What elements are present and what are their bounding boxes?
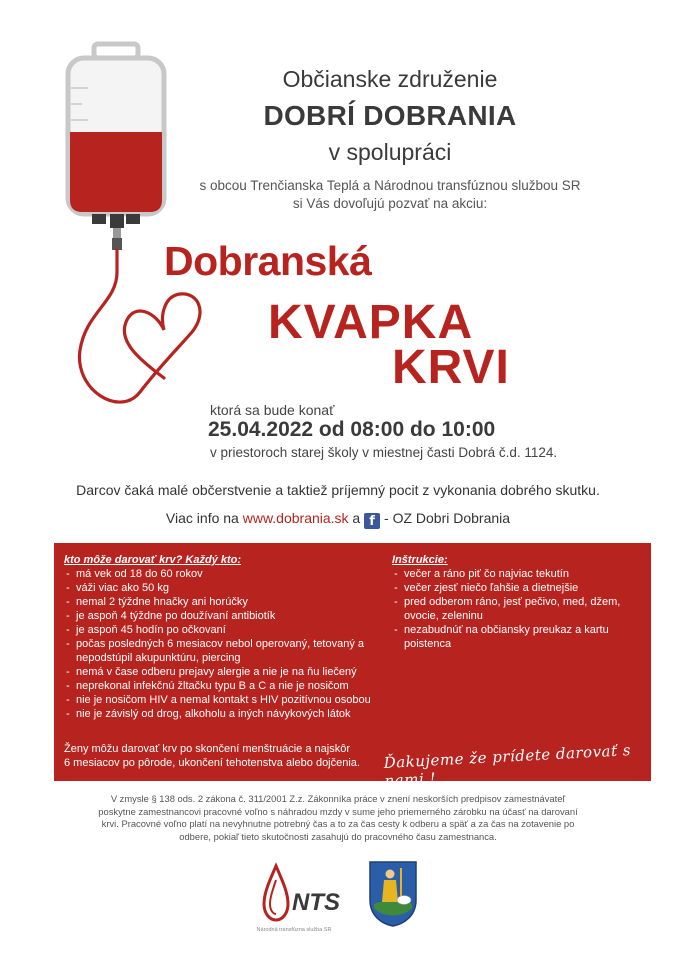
legal-note (90, 793, 586, 843)
lamb-icon (397, 896, 411, 905)
list-item: - je aspoň 45 hodín po očkovaní (64, 623, 384, 637)
drop-inner-icon (270, 880, 276, 914)
event-place: v priestoroch starej školy v miestnej časti Dobrá č.d. 1124. (210, 445, 558, 460)
facebook-icon[interactable]: f (364, 513, 380, 529)
invite-line-2: si Vás dovoľujú pozvať na akciu: (292, 196, 488, 211)
legal-line-1: V zmysle § 138 ods. 2 zákona č. 311/2001 Z.z. Zákonníka práce v znení neskorších predpisov zamestnávateľ (110, 793, 566, 804)
title-dobranska: Dobranská (164, 238, 372, 284)
list-item: - pred odberom ráno, jesť pečivo, med, džem, ovocie, zeleninu (392, 595, 642, 623)
invite-line-1: s obcou Trenčianska Teplá a Národnou transfúznou službou SR (199, 178, 581, 193)
more-info-middle: a (348, 510, 365, 526)
legal-line-3: krvi. Pracovné voľno platí na nevyhnutne potrebný čas a to za čas cesty k odberu a späť a za čas na zotavenie po (101, 818, 575, 829)
women-note-line-1: Ženy môžu darovať krv po skončení menštruácie a najskôr (64, 743, 350, 755)
thanks-signature: Ďakujeme že prídete darovať s nami ! (383, 741, 632, 790)
nts-logo-text: NTS (292, 889, 340, 916)
more-info-prefix: Viac info na (165, 510, 243, 526)
invite-text (180, 177, 600, 213)
list-item: - nie je nosičom HIV a nemal kontakt s HIV pozitívnou osobou (64, 693, 384, 707)
nts-caption: Národná transfúzna služba SR (256, 927, 332, 933)
title-krvi: KRVI (392, 341, 510, 394)
list-item: - neprekonal infekčnú žltačku typu B a C a nie je nosičom (64, 679, 384, 693)
event-intro: ktorá sa bude konať (210, 402, 335, 418)
org-name: DOBRÍ DOBRANIA (263, 100, 517, 131)
who-can-donate (64, 553, 384, 721)
info-panel (54, 543, 651, 790)
list-item: - váži viac ako 50 kg (64, 581, 384, 595)
legal-line-4: odbere, pokiaľ tieto skutočnosti zasahujú do pracovného času zamestnanca. (179, 830, 497, 842)
figure-head (386, 870, 395, 879)
list-item: - je aspoň 4 týždne po doužívaní antibiotík (64, 609, 384, 623)
website-link[interactable]: www.dobrania.sk (242, 510, 349, 526)
list-item: - počas posledných 6 mesiacov nebol operovaný, tetovaný a nepodstúpil akupunktúru, piercing (64, 637, 384, 665)
instructions-list (392, 567, 642, 651)
nts-logo (262, 862, 342, 924)
women-note-line-2: 6 mesiacov po pôrode, ukončení tehotenstva alebo dojčenia. (64, 757, 360, 769)
who-heading: kto môže darovať krv? Každý kto: (64, 554, 242, 566)
list-item: - má vek od 18 do 60 rokov (64, 567, 384, 581)
bag-port-left (92, 214, 106, 224)
figure-body (382, 880, 398, 902)
drop-icon (264, 866, 288, 920)
blood-bag-illustration (60, 40, 240, 430)
facebook-page-name: - OZ Dobri Dobrania (380, 510, 511, 526)
instructions (392, 553, 642, 651)
org-intro: Občianske združenie (282, 66, 498, 92)
title-kvapka: KVAPKA (268, 296, 474, 349)
donors-text: Darcov čaká malé občerstvenie a taktiež príjemný pocit z vykonania dobrého skutku. (76, 482, 600, 498)
bag-port-right (126, 214, 140, 224)
who-list (64, 567, 384, 721)
instructions-heading: Inštrukcie: (392, 554, 448, 566)
list-item: - večer zjesť niečo ľahšie a dietnejšie (392, 581, 642, 595)
women-note (64, 742, 384, 770)
org-cooperation: v spolupráci (328, 139, 452, 165)
list-item: - večer a ráno piť čo najviac tekutín (392, 567, 642, 581)
list-item: - nezabudnúť na občiansky preukaz a kartu poistenca (392, 623, 642, 651)
more-info-line (0, 510, 676, 529)
legal-line-2: poskytne zamestnancovi pracovné voľno s náhradou mzdy v sume jeho priemerného zárobku na účasť na darovaní (98, 805, 578, 817)
list-item: - nemá v čase odberu prejavy alergie a nie je na ňu liečený (64, 665, 384, 679)
bag-port-middle (110, 214, 124, 228)
event-datetime: 25.04.2022 od 08:00 do 10:00 (208, 418, 496, 441)
bag-connector (112, 238, 122, 250)
bag-valve (113, 228, 121, 238)
list-item: - nemal 2 týždne hnačky ani horúčky (64, 595, 384, 609)
bag-blood-fill (70, 132, 162, 212)
coat-of-arms-icon (368, 860, 418, 928)
list-item: - nie je závislý od drog, alkoholu a iných návykových látok (64, 707, 384, 721)
